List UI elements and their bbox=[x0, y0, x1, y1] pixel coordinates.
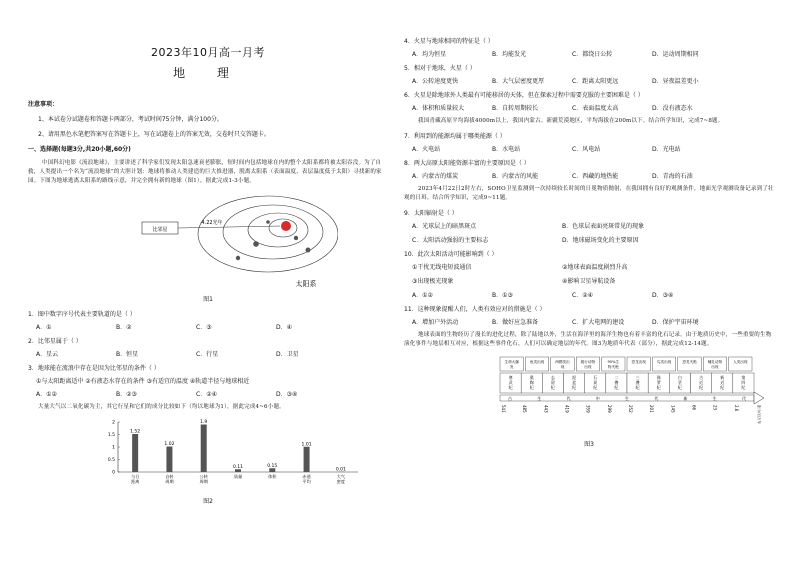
period-label: 石 bbox=[593, 375, 598, 380]
statement: ①干扰无线电短波通信 bbox=[412, 264, 472, 271]
option[interactable]: B．②③ bbox=[116, 391, 137, 398]
option[interactable]: C．都绕日公转 bbox=[572, 51, 613, 58]
question-7: 7．利用到的能源均属于哪类能源（ ） bbox=[404, 133, 506, 140]
chart-intro: 大量大气以二氧化碳为主，其它行星和它们的成分比较如下（均以地球为1），据此完成4~6小题。 bbox=[38, 404, 285, 410]
period-label: 纪 bbox=[741, 385, 746, 390]
system-label: 太阳系 bbox=[295, 280, 317, 288]
option[interactable]: D．运动周期相同 bbox=[652, 51, 699, 58]
period-label: 纪 bbox=[593, 385, 598, 390]
figure3-label: 图3 bbox=[584, 441, 594, 448]
era-label: 生 bbox=[537, 396, 542, 401]
event-label: 恐龙出现 bbox=[631, 360, 646, 364]
era-label: 代 bbox=[654, 396, 659, 401]
y-tick-label: 1.5 bbox=[107, 433, 115, 438]
period-label: 纪 bbox=[656, 385, 661, 390]
question-6-options bbox=[412, 103, 774, 112]
option[interactable]: C．表面温度太高 bbox=[572, 105, 619, 112]
period-label: 叠 bbox=[635, 380, 640, 385]
question-10: 10．此次太阳活动可能影响到（ ） bbox=[404, 251, 498, 258]
bar bbox=[304, 447, 310, 472]
bar-value-label: 0.15 bbox=[267, 463, 278, 469]
age-label: 2.6 bbox=[733, 405, 739, 412]
bar bbox=[132, 434, 138, 472]
question-5-options bbox=[412, 76, 774, 85]
era-label: 新 bbox=[683, 396, 688, 401]
figure2-label: 图2 bbox=[203, 498, 213, 505]
bar bbox=[201, 425, 207, 473]
category-label: 大气 bbox=[336, 474, 346, 479]
option[interactable]: C．西藏的地热能 bbox=[572, 173, 619, 180]
question-9-options-row2 bbox=[412, 235, 774, 244]
question-3: 3．地球能在流浪中存在是因为比邻星的条件（ ） bbox=[28, 365, 160, 372]
question-3-options bbox=[36, 389, 388, 398]
timeline-arrow-icon bbox=[754, 392, 764, 404]
question-9-options-row1 bbox=[412, 221, 774, 230]
figure1-label: 图1 bbox=[203, 296, 213, 303]
bar-value-label: 1.01 bbox=[301, 442, 312, 448]
statement: ②地球表面温度剧烈升高 bbox=[562, 264, 628, 271]
event-label-cont: 物灭绝 bbox=[607, 365, 619, 369]
period-label: 古 bbox=[699, 375, 704, 380]
age-label: 485 bbox=[522, 405, 528, 413]
event-label-cont: 出现 bbox=[711, 365, 719, 369]
period-label: 白 bbox=[677, 375, 682, 380]
right-column bbox=[404, 36, 774, 454]
option[interactable]: B．①③ bbox=[492, 292, 513, 299]
subject-title: 地 理 bbox=[173, 66, 243, 80]
y-tick-label: 0 bbox=[112, 470, 115, 476]
question-10-statements-row1 bbox=[412, 262, 774, 271]
bar bbox=[166, 447, 172, 473]
age-label: 299 bbox=[606, 405, 612, 413]
option[interactable]: B．均能发光 bbox=[492, 51, 527, 58]
period-label: 纪 bbox=[529, 385, 534, 390]
event-label: 爬行动物 bbox=[580, 360, 596, 364]
notice-item: 1、本试卷分试题卷和答题卡两部分，考试时间75分钟，满分100分。 bbox=[38, 116, 223, 123]
age-label: 541 bbox=[501, 405, 506, 413]
question-8: 8．两大高原太阳能资源丰富的主要原因是（ ） bbox=[404, 160, 530, 167]
event-label: 恐龙灭绝 bbox=[682, 360, 697, 364]
event-label-cont: 出现 bbox=[584, 365, 592, 369]
period-label: 留 bbox=[550, 380, 555, 385]
era-label: 代 bbox=[742, 396, 746, 401]
question-1: 1．图中数字序号代表主要轨道的是（ ） bbox=[28, 311, 136, 318]
period-label: 纪 bbox=[550, 385, 555, 390]
bar-value-label: 1.02 bbox=[164, 442, 175, 447]
exam-title: 2023年10月高一月考 bbox=[151, 46, 265, 59]
category-label: 质量 bbox=[233, 474, 243, 479]
period-label: 近 bbox=[699, 380, 704, 385]
option[interactable]: A．公转速度更快 bbox=[412, 78, 459, 85]
option[interactable]: C．太阳活动强弱的主要标志 bbox=[412, 237, 489, 244]
option[interactable]: D．③④ bbox=[652, 292, 674, 299]
period-label: 新 bbox=[720, 375, 725, 380]
period-label: 纪 bbox=[635, 385, 640, 390]
option[interactable]: C．距离太阳更远 bbox=[572, 78, 619, 85]
age-unit-label: 距今/百万年 bbox=[757, 405, 761, 425]
era-label: 古 bbox=[508, 396, 512, 401]
option[interactable]: C．行星 bbox=[196, 351, 219, 358]
category-label: 周期 bbox=[199, 479, 208, 484]
question-4-options bbox=[412, 49, 774, 58]
period-label: 寒 bbox=[508, 375, 513, 380]
period-label: 垩 bbox=[677, 380, 682, 385]
event-label: 95%生 bbox=[607, 360, 620, 364]
category-label: 自转 bbox=[165, 474, 174, 479]
option[interactable]: C．③ bbox=[196, 324, 212, 331]
event-label: 人类出现 bbox=[733, 360, 748, 364]
category-label: 密度 bbox=[336, 479, 346, 484]
question-6: 6．火星是除地球外人类最有可能移居的天体，但在探索过程中需要克服的主要困难是（ ） bbox=[404, 92, 644, 99]
era-label: 生 bbox=[712, 396, 717, 401]
question-9: 9．太阳辐射是（ ） bbox=[404, 210, 458, 217]
notice-item: 2、请用黑色水笔把答案写在答题卡上，写在试题卷上的答案无效，交卷时只交答题卡。 bbox=[38, 131, 270, 138]
bar-value-label: 0.01 bbox=[335, 467, 346, 473]
option[interactable]: A．①② bbox=[412, 292, 433, 299]
passage-9-11: 2023年4月22日2时左右，SOHO卫星监测到一次持续较长时间的日冕物质抛射，在我国拥有良好的观测条件，地面光学观测设备记录到了壮观的日珥。结合所学知识，完成9~11题。 bbox=[404, 186, 774, 201]
category-label: 周期 bbox=[165, 479, 174, 484]
timeline-svg bbox=[404, 355, 774, 433]
age-label: 359 bbox=[585, 405, 591, 413]
figure-solar-system bbox=[138, 192, 338, 292]
option[interactable]: C．②④ bbox=[572, 292, 593, 299]
section-intro: 中国科幻电影《流浪地球》，主要讲述了科学家们发现太阳急速衰老膨胀，短时间内包括地球在内的整个太阳系都将被太阳吞没。为了自救，人类提出一个名为“流浪地球”的大胆计划：地球将推动人类建造的巨大推进器，脱离太阳系（表面温度，表层温度低于太阳）寻找新的家园。下图为地球逃离太阳系的路线示意，并完全拥有新的地球（图1），据此完成1-3小题。 bbox=[28, 160, 382, 184]
age-label: 419 bbox=[564, 405, 570, 413]
category-label: 平均 bbox=[302, 479, 311, 484]
y-tick-label: 2 bbox=[112, 420, 115, 426]
option[interactable]: A．光球层上的暗黑斑点 bbox=[412, 223, 477, 230]
age-label: 23 bbox=[712, 405, 718, 411]
category-label: 与日 bbox=[130, 474, 140, 479]
option[interactable]: D．没有液态水 bbox=[652, 105, 693, 112]
question-3-statements: ①与太阳距离适中 ②有液态水存在的条件 ③有适宜的温度 ④轨道半径与地球相近 bbox=[36, 378, 250, 385]
option[interactable]: D．④ bbox=[276, 324, 292, 331]
sun-icon bbox=[281, 221, 291, 231]
event-label: 鸟类出现 bbox=[656, 360, 672, 364]
question-5: 5．相对于地球，火星（ ） bbox=[404, 65, 476, 72]
category-label: 体积 bbox=[268, 474, 277, 479]
period-label: 侏 bbox=[656, 375, 661, 380]
age-label: 443 bbox=[543, 405, 549, 413]
option[interactable]: C．②④ bbox=[196, 391, 217, 398]
question-4: 4．火星与地球相同的特征是（ ） bbox=[404, 38, 494, 45]
option[interactable]: A．体积和质量较大 bbox=[412, 105, 465, 112]
event-label-cont: 现 bbox=[560, 365, 565, 369]
option[interactable]: D．保护宇宙环境 bbox=[652, 319, 699, 326]
period-label: 纪 bbox=[614, 385, 619, 390]
period-label: 纪 bbox=[572, 385, 577, 390]
period-label: 罗 bbox=[656, 380, 661, 385]
option[interactable]: B．内蒙古的风能 bbox=[492, 173, 539, 180]
option[interactable]: D．地球磁场变化的主要原因 bbox=[562, 237, 639, 244]
option[interactable]: C．扩大电网的建设 bbox=[572, 319, 625, 326]
period-label: 陶 bbox=[529, 380, 534, 385]
bar bbox=[269, 468, 275, 472]
period-label: 纪 bbox=[699, 385, 704, 390]
event-label: 鱼类出现 bbox=[529, 360, 545, 364]
option[interactable]: B．色球层表面亮斑常见的现象 bbox=[562, 223, 645, 230]
option[interactable]: D．光电站 bbox=[652, 146, 681, 153]
question-2-options bbox=[36, 349, 388, 358]
era-label: 代 bbox=[566, 396, 571, 401]
question-10-options bbox=[412, 290, 774, 299]
passage-12-14: 地球表面的生物经历了漫长的进化过程，除了陆地以外，生活在海洋里的海洋生物也有着丰富的化石记录。由于地质历史中，一些重要的生物演化事件与地层相互对应，根据这些事件化石，人们可以确定地层的年代。图3为地质年代表（部分），据此完成12-14题。 bbox=[404, 332, 772, 347]
option[interactable]: A．① bbox=[36, 324, 52, 331]
option[interactable]: B．水电站 bbox=[492, 146, 521, 153]
age-label: 252 bbox=[628, 405, 633, 413]
period-label: 盆 bbox=[572, 380, 577, 385]
period-label: 近 bbox=[720, 380, 725, 385]
category-label: 距离 bbox=[130, 479, 140, 484]
period-label: 奥 bbox=[529, 375, 534, 380]
question-8-options bbox=[412, 171, 774, 180]
option[interactable]: D．卫星 bbox=[276, 351, 299, 358]
event-label-cont: 发 bbox=[509, 365, 514, 369]
target-star-label: 比邻星 bbox=[152, 227, 168, 233]
option[interactable]: A．①② bbox=[36, 391, 57, 398]
category-label: 赤道 bbox=[302, 474, 311, 479]
figure-geologic-timeline bbox=[404, 355, 774, 437]
question-2: 2．比邻星属于（ ） bbox=[28, 338, 82, 345]
y-tick-label: 0.5 bbox=[107, 458, 115, 463]
passage-7-8: 我国青藏高原平均海拔4000m以上，我国内蒙古、新疆荒漠地区，平均海拔在200m以下。结合所学知识，完成7~8题。 bbox=[418, 118, 724, 124]
option[interactable]: D．昼夜温差更小 bbox=[652, 78, 699, 85]
option[interactable]: B．做好应急准备 bbox=[492, 319, 539, 326]
bar-value-label: 1.9 bbox=[200, 420, 208, 425]
option[interactable]: A．增加户外活动 bbox=[412, 319, 459, 326]
event-label: 生命大爆 bbox=[504, 360, 519, 364]
period-label: 泥 bbox=[572, 375, 577, 380]
solar-system-diagram bbox=[138, 192, 338, 292]
question-10-statements-row2 bbox=[412, 276, 774, 285]
option[interactable]: C．风电站 bbox=[572, 146, 601, 153]
period-label: 纪 bbox=[677, 385, 682, 390]
bar-chart-svg bbox=[88, 416, 368, 490]
question-11: 11．这种现象提醒人们，人类有效应对的措施是（ ） bbox=[404, 306, 546, 313]
figure-bar-chart bbox=[88, 416, 368, 494]
option[interactable]: B．恒星 bbox=[116, 351, 139, 358]
event-label: 两栖类出 bbox=[555, 360, 570, 364]
period-label: 武 bbox=[508, 380, 513, 385]
y-tick-label: 1 bbox=[112, 445, 115, 451]
option[interactable]: D．青海的石油 bbox=[652, 173, 693, 180]
period-label: 叠 bbox=[614, 380, 619, 385]
period-label: 纪 bbox=[508, 385, 513, 390]
option[interactable]: D．③④ bbox=[276, 391, 298, 398]
age-label: 66 bbox=[691, 405, 697, 411]
option[interactable]: B．② bbox=[116, 324, 132, 331]
era-label: 生 bbox=[625, 396, 629, 401]
period-label: 志 bbox=[550, 375, 555, 380]
event-label: 哺乳动物 bbox=[707, 360, 723, 364]
option[interactable]: A．星云 bbox=[36, 351, 59, 358]
period-label: 二 bbox=[614, 375, 619, 380]
period-label: 三 bbox=[635, 375, 640, 380]
left-column bbox=[28, 44, 388, 511]
distance-label: 4.22光年 bbox=[201, 220, 223, 226]
category-label: 公转 bbox=[199, 474, 208, 479]
notice-heading: 注意事项： bbox=[28, 101, 59, 108]
period-label: 第 bbox=[741, 375, 746, 380]
option[interactable]: B．自转周期较长 bbox=[492, 105, 539, 112]
option[interactable]: A．火电站 bbox=[412, 146, 441, 153]
bar-value-label: 0.11 bbox=[232, 464, 244, 470]
section-heading: 一、选择题(每题3分,共20小题,60分) bbox=[28, 146, 131, 153]
option[interactable]: B．大气层密度更厚 bbox=[492, 78, 545, 85]
question-1-options bbox=[36, 322, 388, 331]
age-label: 201 bbox=[649, 405, 655, 413]
question-11-options bbox=[412, 317, 774, 326]
period-label: 四 bbox=[741, 380, 746, 385]
statement: ④影响卫星导航设备 bbox=[562, 278, 616, 285]
period-label: 纪 bbox=[720, 385, 725, 390]
statement: ③出现极光现象 bbox=[412, 278, 454, 285]
question-7-options bbox=[412, 144, 774, 153]
option[interactable]: A．均为恒星 bbox=[412, 51, 447, 58]
period-label: 炭 bbox=[593, 380, 598, 385]
age-label: 145 bbox=[670, 405, 676, 413]
bar-value-label: 1.52 bbox=[130, 429, 141, 435]
era-label: 中 bbox=[595, 396, 600, 401]
option[interactable]: A．内蒙古的煤炭 bbox=[412, 173, 459, 180]
